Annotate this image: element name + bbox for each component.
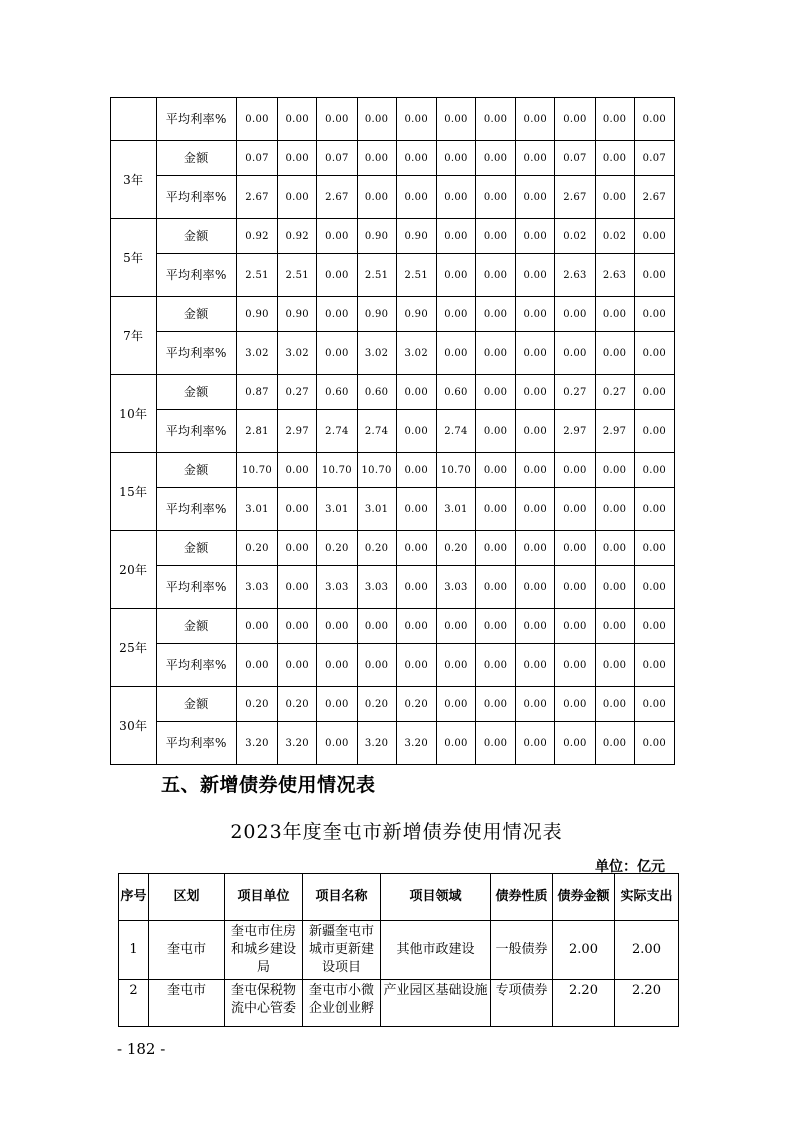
value-cell: 0.00 — [396, 644, 436, 687]
value-cell: 0.00 — [436, 687, 475, 722]
value-cell: 0.00 — [634, 609, 674, 644]
new-bond-usage-table — [118, 873, 679, 1027]
value-cell: 0.00 — [555, 722, 595, 765]
header-row — [119, 874, 679, 921]
value-cell: 0.00 — [516, 141, 555, 176]
value-cell: 0.20 — [357, 531, 396, 566]
value-cell: 0.00 — [634, 453, 674, 488]
value-cell: 0.00 — [476, 375, 516, 410]
value-cell: 0.00 — [595, 332, 634, 375]
column-header: 项目名称 — [303, 874, 381, 921]
value-cell: 0.00 — [516, 644, 555, 687]
value-cell: 0.00 — [555, 488, 595, 531]
value-cell: 0.00 — [595, 98, 634, 141]
value-cell: 0.00 — [595, 566, 634, 609]
table-row — [111, 141, 675, 176]
value-cell: 3.20 — [357, 722, 396, 765]
value-cell: 0.00 — [396, 566, 436, 609]
value-cell: 0.00 — [396, 98, 436, 141]
value-cell: 0.20 — [317, 531, 357, 566]
value-cell: 0.00 — [555, 297, 595, 332]
value-cell: 3.01 — [357, 488, 396, 531]
term-cell — [111, 98, 157, 141]
value-cell: 0.00 — [236, 644, 277, 687]
value-cell: 3.01 — [317, 488, 357, 531]
value-cell: 0.00 — [516, 609, 555, 644]
value-cell: 3.01 — [236, 488, 277, 531]
metric-label: 金额 — [156, 297, 236, 332]
value-cell: 0.00 — [516, 566, 555, 609]
table-cell: 专项债券 — [491, 980, 553, 1027]
value-cell: 0.00 — [595, 531, 634, 566]
value-cell: 0.00 — [436, 297, 475, 332]
value-cell: 0.00 — [595, 141, 634, 176]
table-cell: 奎屯保税物流中心管委 — [225, 980, 303, 1027]
value-cell: 3.02 — [236, 332, 277, 375]
value-cell: 0.00 — [555, 609, 595, 644]
value-cell: 10.70 — [436, 453, 475, 488]
table-row — [111, 375, 675, 410]
value-cell: 0.00 — [476, 566, 516, 609]
column-header: 实际支出 — [615, 874, 679, 921]
value-cell: 0.90 — [357, 219, 396, 254]
value-cell: 0.00 — [634, 375, 674, 410]
value-cell: 0.20 — [236, 531, 277, 566]
value-cell: 0.00 — [436, 332, 475, 375]
table-row — [111, 98, 675, 141]
value-cell: 0.00 — [634, 687, 674, 722]
value-cell: 0.00 — [516, 488, 555, 531]
value-cell: 0.00 — [317, 722, 357, 765]
table-row — [111, 297, 675, 332]
value-cell: 0.00 — [476, 722, 516, 765]
value-cell: 2.51 — [357, 254, 396, 297]
table-cell: 一般债券 — [491, 921, 553, 980]
value-cell: 0.00 — [634, 332, 674, 375]
value-cell: 0.00 — [317, 609, 357, 644]
value-cell: 0.00 — [357, 644, 396, 687]
table-cell: 2.00 — [553, 921, 615, 980]
table-cell: 2.20 — [553, 980, 615, 1027]
value-cell: 0.00 — [634, 488, 674, 531]
value-cell: 2.51 — [396, 254, 436, 297]
section-heading: 五、新增债券使用情况表 — [161, 774, 376, 796]
value-cell: 0.27 — [555, 375, 595, 410]
value-cell: 0.90 — [396, 297, 436, 332]
value-cell: 0.00 — [634, 644, 674, 687]
table-cell: 奎屯市住房和城乡建设局 — [225, 921, 303, 980]
value-cell: 0.00 — [476, 297, 516, 332]
term-cell: 25年 — [111, 609, 157, 687]
value-cell: 2.97 — [595, 410, 634, 453]
value-cell: 0.20 — [357, 687, 396, 722]
metric-label: 金额 — [156, 687, 236, 722]
value-cell: 0.00 — [476, 488, 516, 531]
value-cell: 2.67 — [236, 176, 277, 219]
metric-label: 平均利率% — [156, 98, 236, 141]
value-cell: 0.00 — [357, 141, 396, 176]
value-cell: 0.00 — [436, 254, 475, 297]
value-cell: 0.00 — [634, 722, 674, 765]
value-cell: 3.02 — [278, 332, 317, 375]
value-cell: 0.00 — [436, 141, 475, 176]
value-cell: 0.00 — [634, 254, 674, 297]
value-cell: 0.00 — [436, 176, 475, 219]
value-cell: 0.00 — [236, 609, 277, 644]
value-cell: 0.00 — [595, 453, 634, 488]
value-cell: 0.00 — [317, 254, 357, 297]
value-cell: 0.00 — [595, 297, 634, 332]
term-cell: 15年 — [111, 453, 157, 531]
metric-label: 金额 — [156, 219, 236, 254]
value-cell: 0.92 — [278, 219, 317, 254]
value-cell: 0.00 — [516, 375, 555, 410]
value-cell: 0.00 — [555, 644, 595, 687]
value-cell: 0.00 — [278, 453, 317, 488]
value-cell: 0.07 — [634, 141, 674, 176]
value-cell: 2.63 — [595, 254, 634, 297]
value-cell: 2.67 — [634, 176, 674, 219]
value-cell: 0.00 — [278, 98, 317, 141]
value-cell: 0.00 — [595, 722, 634, 765]
value-cell: 0.00 — [476, 687, 516, 722]
value-cell: 0.00 — [516, 297, 555, 332]
value-cell: 0.00 — [634, 297, 674, 332]
value-cell: 0.00 — [317, 297, 357, 332]
table-cell: 2.00 — [615, 921, 679, 980]
value-cell: 0.00 — [555, 566, 595, 609]
value-cell: 0.27 — [595, 375, 634, 410]
value-cell: 3.02 — [396, 332, 436, 375]
bond-rate-table — [110, 97, 675, 765]
value-cell: 0.00 — [555, 687, 595, 722]
value-cell: 0.00 — [516, 219, 555, 254]
value-cell: 0.00 — [476, 531, 516, 566]
value-cell: 0.00 — [516, 687, 555, 722]
value-cell: 2.74 — [357, 410, 396, 453]
value-cell: 2.97 — [278, 410, 317, 453]
value-cell: 0.02 — [555, 219, 595, 254]
value-cell: 0.00 — [236, 98, 277, 141]
table-row — [111, 488, 675, 531]
value-cell: 0.20 — [236, 687, 277, 722]
value-cell: 0.90 — [236, 297, 277, 332]
value-cell: 0.00 — [317, 644, 357, 687]
value-cell: 0.07 — [236, 141, 277, 176]
metric-label: 金额 — [156, 375, 236, 410]
term-cell: 30年 — [111, 687, 157, 765]
value-cell: 0.00 — [595, 644, 634, 687]
metric-label: 平均利率% — [156, 176, 236, 219]
value-cell: 0.00 — [634, 98, 674, 141]
value-cell: 0.00 — [476, 98, 516, 141]
value-cell: 0.00 — [476, 410, 516, 453]
term-cell: 20年 — [111, 531, 157, 609]
table-cell: 其他市政建设 — [381, 921, 491, 980]
value-cell: 0.60 — [357, 375, 396, 410]
value-cell: 0.00 — [396, 488, 436, 531]
value-cell: 0.07 — [317, 141, 357, 176]
page-number: - 182 - — [117, 1040, 166, 1058]
value-cell: 2.51 — [236, 254, 277, 297]
table-row — [119, 921, 679, 980]
value-cell: 0.00 — [278, 141, 317, 176]
value-cell: 3.20 — [396, 722, 436, 765]
value-cell: 0.00 — [516, 332, 555, 375]
value-cell: 3.03 — [357, 566, 396, 609]
value-cell: 0.00 — [555, 332, 595, 375]
value-cell: 0.92 — [236, 219, 277, 254]
value-cell: 0.20 — [278, 687, 317, 722]
table-cell: 2.20 — [615, 980, 679, 1027]
column-header: 项目领域 — [381, 874, 491, 921]
table-cell: 奎屯市小微企业创业孵 — [303, 980, 381, 1027]
value-cell: 0.00 — [634, 410, 674, 453]
value-cell: 2.81 — [236, 410, 277, 453]
value-cell: 0.20 — [436, 531, 475, 566]
value-cell: 3.20 — [278, 722, 317, 765]
value-cell: 0.00 — [595, 488, 634, 531]
value-cell: 3.03 — [436, 566, 475, 609]
value-cell: 10.70 — [357, 453, 396, 488]
value-cell: 0.00 — [396, 609, 436, 644]
metric-label: 平均利率% — [156, 254, 236, 297]
value-cell: 0.00 — [476, 254, 516, 297]
table-row — [111, 332, 675, 375]
value-cell: 0.00 — [436, 722, 475, 765]
value-cell: 0.07 — [555, 141, 595, 176]
value-cell: 2.67 — [317, 176, 357, 219]
value-cell: 0.00 — [278, 531, 317, 566]
term-cell: 10年 — [111, 375, 157, 453]
value-cell: 0.00 — [396, 531, 436, 566]
value-cell: 0.00 — [357, 609, 396, 644]
value-cell: 0.00 — [516, 410, 555, 453]
value-cell: 0.00 — [278, 566, 317, 609]
metric-label: 平均利率% — [156, 722, 236, 765]
table-cell: 1 — [119, 921, 149, 980]
value-cell: 0.90 — [357, 297, 396, 332]
table-row — [111, 254, 675, 297]
value-cell: 0.00 — [278, 644, 317, 687]
value-cell: 0.00 — [396, 141, 436, 176]
value-cell: 2.51 — [278, 254, 317, 297]
metric-label: 平均利率% — [156, 332, 236, 375]
term-cell: 7年 — [111, 297, 157, 375]
value-cell: 0.00 — [357, 176, 396, 219]
value-cell: 0.00 — [278, 609, 317, 644]
column-header: 债券性质 — [491, 874, 553, 921]
value-cell: 0.00 — [396, 410, 436, 453]
value-cell: 0.00 — [595, 176, 634, 219]
value-cell: 0.00 — [555, 531, 595, 566]
metric-label: 平均利率% — [156, 566, 236, 609]
value-cell: 0.00 — [516, 176, 555, 219]
value-cell: 0.00 — [317, 687, 357, 722]
value-cell: 0.00 — [516, 722, 555, 765]
value-cell: 0.00 — [476, 644, 516, 687]
column-header: 项目单位 — [225, 874, 303, 921]
value-cell: 0.90 — [396, 219, 436, 254]
value-cell: 3.01 — [436, 488, 475, 531]
value-cell: 0.00 — [317, 98, 357, 141]
table-row — [111, 176, 675, 219]
value-cell: 0.00 — [516, 98, 555, 141]
value-cell: 0.00 — [595, 687, 634, 722]
table-cell: 奎屯市 — [149, 980, 225, 1027]
value-cell: 2.74 — [317, 410, 357, 453]
table-row — [111, 566, 675, 609]
value-cell: 2.74 — [436, 410, 475, 453]
value-cell: 0.02 — [595, 219, 634, 254]
term-cell: 5年 — [111, 219, 157, 297]
value-cell: 0.87 — [236, 375, 277, 410]
column-header: 区划 — [149, 874, 225, 921]
metric-label: 平均利率% — [156, 488, 236, 531]
value-cell: 3.03 — [236, 566, 277, 609]
table-row — [111, 609, 675, 644]
value-cell: 2.67 — [555, 176, 595, 219]
value-cell: 0.00 — [634, 531, 674, 566]
table-row — [111, 453, 675, 488]
value-cell: 0.00 — [396, 176, 436, 219]
value-cell: 0.00 — [476, 332, 516, 375]
value-cell: 0.00 — [634, 566, 674, 609]
value-cell: 0.00 — [476, 609, 516, 644]
metric-label: 金额 — [156, 141, 236, 176]
column-header: 债券金额 — [553, 874, 615, 921]
table-cell: 产业园区基础设施 — [381, 980, 491, 1027]
value-cell: 0.00 — [436, 644, 475, 687]
value-cell: 3.03 — [317, 566, 357, 609]
value-cell: 0.60 — [317, 375, 357, 410]
value-cell: 0.00 — [516, 453, 555, 488]
value-cell: 0.00 — [476, 453, 516, 488]
table-row — [111, 687, 675, 722]
value-cell: 0.00 — [476, 176, 516, 219]
value-cell: 0.20 — [396, 687, 436, 722]
value-cell: 0.00 — [436, 219, 475, 254]
value-cell: 0.00 — [516, 254, 555, 297]
value-cell: 0.00 — [317, 332, 357, 375]
value-cell: 2.97 — [555, 410, 595, 453]
metric-label: 金额 — [156, 609, 236, 644]
table-cell: 奎屯市 — [149, 921, 225, 980]
value-cell: 0.00 — [278, 176, 317, 219]
metric-label: 平均利率% — [156, 644, 236, 687]
value-cell: 3.02 — [357, 332, 396, 375]
table-row — [111, 722, 675, 765]
metric-label: 平均利率% — [156, 410, 236, 453]
value-cell: 0.00 — [476, 141, 516, 176]
value-cell: 0.00 — [317, 219, 357, 254]
value-cell: 0.27 — [278, 375, 317, 410]
value-cell: 0.00 — [436, 609, 475, 644]
table-cell: 2 — [119, 980, 149, 1027]
value-cell: 2.63 — [555, 254, 595, 297]
value-cell: 0.00 — [595, 609, 634, 644]
table-row — [111, 531, 675, 566]
value-cell: 0.90 — [278, 297, 317, 332]
value-cell: 0.00 — [396, 453, 436, 488]
value-cell: 0.00 — [555, 98, 595, 141]
value-cell: 0.00 — [516, 531, 555, 566]
value-cell: 0.00 — [357, 98, 396, 141]
value-cell: 0.00 — [555, 453, 595, 488]
value-cell: 10.70 — [317, 453, 357, 488]
table-row — [111, 410, 675, 453]
value-cell: 0.00 — [476, 219, 516, 254]
metric-label: 金额 — [156, 531, 236, 566]
term-cell: 3年 — [111, 141, 157, 219]
unit-label: 单位：亿元 — [595, 859, 665, 875]
value-cell: 0.00 — [436, 98, 475, 141]
value-cell: 3.20 — [236, 722, 277, 765]
value-cell: 0.00 — [396, 375, 436, 410]
table-row — [119, 980, 679, 1027]
table-cell: 新疆奎屯市城市更新建设项目 — [303, 921, 381, 980]
table-title: 2023年度奎屯市新增债券使用情况表 — [230, 821, 563, 843]
value-cell: 10.70 — [236, 453, 277, 488]
table-row — [111, 644, 675, 687]
table-row — [111, 219, 675, 254]
value-cell: 0.60 — [436, 375, 475, 410]
value-cell: 0.00 — [634, 219, 674, 254]
metric-label: 金额 — [156, 453, 236, 488]
column-header: 序号 — [119, 874, 149, 921]
value-cell: 0.00 — [278, 488, 317, 531]
